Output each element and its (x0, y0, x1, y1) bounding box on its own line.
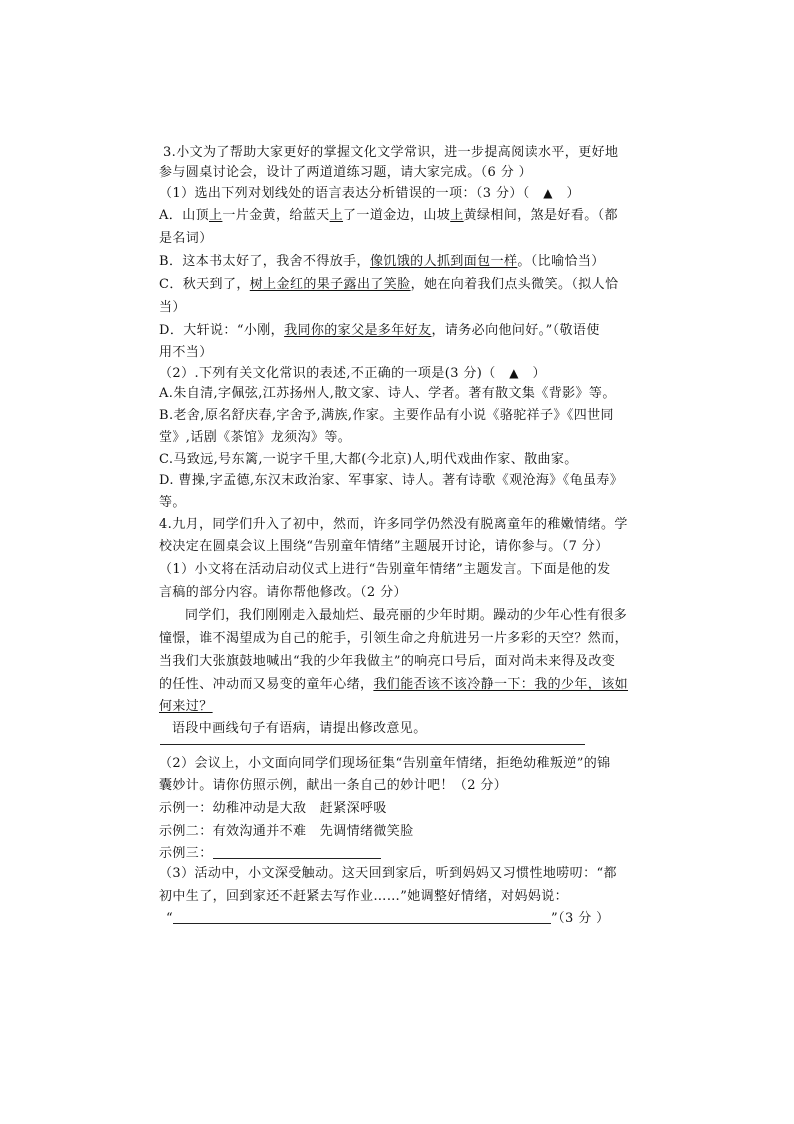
option-b-line (159, 252, 605, 272)
option-a-underline-3: 上 (450, 208, 464, 223)
example-two: 示例二：有效沟通并不难 先调情绪微笑脸 (159, 824, 414, 839)
speech-para-text: 的任性、冲动而又易变的童年心绪， (159, 677, 374, 692)
option-a-line-1 (159, 206, 618, 226)
q3-sub1-heading (159, 183, 580, 204)
q3-sub1-text: （1）选出下列对划线处的语言表达分析错误的一项：（3 分）（ (159, 186, 530, 201)
speech-para-line-4 (159, 675, 628, 695)
option-d-text-2: ，请务必向他问好。”（敬语使 (431, 323, 600, 338)
q4-sub1-line-2: 言稿的部分内容。请你帮他修改。（2 分） (159, 585, 407, 600)
q4-intro-line-1: 4.九月，同学们升入了初中，然而，许多同学仍然没有脱离童年的稚嫩情绪。学 (159, 517, 628, 532)
option-c-underline: 树上金红的果子露出了笑脸 (249, 277, 411, 292)
option-c-text-1: C．秋天到了， (159, 277, 250, 292)
q3-intro-line-2: 参与圆桌讨论会，设计了两道道练习题，请大家完成。（6 分 ） (159, 165, 533, 180)
q4-sub1-line-1: （1）小文将在活动启动仪式上进行“告别童年情绪”主题发言。下面是他的发 (159, 562, 611, 577)
q4-sub3-line-2: 初中生了，回到家还不赶紧去写作业……”她调整好情绪，对妈妈说： (159, 889, 569, 904)
quote-close: ”（3 分 ） (551, 911, 610, 926)
q4-sub2-line-2: 囊妙计。请你仿照示例，献出一条自己的妙计吧！（2 分） (159, 778, 508, 793)
q4-sub3-answer-line (166, 909, 610, 929)
culture-option-c: C.马致远,号东篱,一说字千里,大都(今北京)人,明代戏曲作家、散曲家。 (159, 452, 578, 467)
answer-blank-triangle-icon: ▲ (543, 186, 553, 200)
q3-sub2-text: （2）.下列有关文化常识的表述,不正确的一项是(3 分)（ (159, 366, 496, 381)
q3-sub2-heading (159, 363, 546, 384)
option-d-line-1 (159, 321, 600, 341)
q3-intro-line-1: 3.小文为了帮助大家更好的掌握文化文学常识，进一步提高阅读水平，更好地 (163, 145, 619, 160)
speech-para-line-1: 同学们，我们刚刚走入最灿烂、最亮丽的少年时期。躁动的少年心性有很多 (185, 608, 628, 623)
q4-sub3-line-1: （3）活动中，小文深受触动。这天回到家后，听到妈妈又习惯性地唠叨：“都 (159, 866, 617, 881)
option-a-line-2: 是名词） (159, 231, 213, 246)
option-a-text-3: 了一道金边，山坡 (343, 208, 451, 223)
answer-line-sub1[interactable] (160, 744, 585, 745)
answer-line-sub3[interactable] (173, 911, 551, 924)
q3-sub1-close: ） (566, 186, 580, 201)
example-one: 示例一：幼稚冲动是大敌 赶紧深呼吸 (159, 801, 387, 816)
option-c-line-1 (159, 275, 618, 295)
option-a-underline-2: 上 (329, 208, 344, 223)
speech-para-underline-1: 我们能否该不该冷静一下：我的少年，该如 (373, 677, 629, 692)
option-d-underline: 我同你的家父是多年好友 (284, 323, 432, 338)
answer-blank-triangle-icon: ▲ (509, 366, 519, 380)
option-a-text-1: A．山顶 (159, 208, 209, 223)
option-b-text-1: B．这本书太好了，我舍不得放手， (159, 254, 370, 269)
answer-line-example-three[interactable] (213, 846, 381, 859)
speech-para-line-5 (159, 697, 213, 717)
culture-option-d-line-2: 等。 (159, 495, 186, 510)
option-c-line-2: 当） (159, 300, 186, 315)
speech-para-line-2: 憧憬，谁不渴望成为自己的舵手，引领生命之舟航进另一片多彩的天空？然而， (159, 631, 629, 646)
option-a-text-2: 一片金黄，给蓝天 (222, 208, 330, 223)
option-d-line-2: 用不当） (159, 345, 213, 360)
option-a-underline-1: 上 (209, 208, 223, 223)
culture-option-b-line-1: B.老舍,原名舒庆春,字舍予,满族,作家。主要作品有小说《骆驼祥子》《四世同 (159, 408, 614, 423)
culture-option-d-line-1: D. 曹操,字孟德,东汉末政治家、军事家、诗人。著有诗歌《观沧海》《龟虽寿》 (159, 473, 624, 488)
example-three-label: 示例三： (159, 846, 213, 861)
option-d-text-1: D．大轩说：“小刚， (159, 323, 285, 338)
option-a-text-4: 黄绿相间，煞是好看。（都 (463, 208, 618, 223)
culture-option-a: A.朱自清,字佩弦,江苏扬州人,散文家、诗人、学者。著有散文集《背影》等。 (159, 386, 616, 401)
speech-para-underline-2: 何来过？ (159, 699, 213, 714)
q4-intro-line-2: 校决定在圆桌会议上围绕“告别童年情绪”主题展开讨论，请你参与。（7 分） (159, 539, 609, 554)
option-c-text-2: ，她在向着我们点头微笑。（拟人恰 (410, 277, 619, 292)
culture-option-b-line-2: 堂》,话剧《茶馆》龙须沟》等。 (159, 430, 352, 445)
q4-sub1-prompt: 语段中画线句子有语病，请提出修改意见。 (172, 721, 427, 736)
example-three-line (159, 844, 381, 864)
q3-sub2-close: ） (532, 366, 546, 381)
q4-sub2-line-1: （2）会议上，小文面向同学们现场征集“告别童年情绪，拒绝幼稚叛逆”的锦 (159, 756, 611, 771)
option-b-underline: 像饥饿的人抓到面包一样 (369, 254, 518, 269)
speech-para-line-3: 当我们大张旗鼓地喊出“我的少年我做主”的响亮口号后，面对尚未来得及改变 (159, 654, 616, 669)
option-b-text-2: 。（比喻恰当） (517, 254, 605, 269)
quote-open: “ (166, 911, 174, 926)
